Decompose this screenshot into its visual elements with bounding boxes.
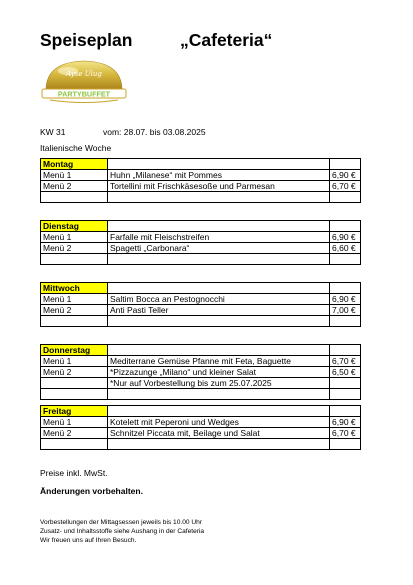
day-name: Montag: [41, 159, 108, 170]
day-name: Dienstag: [41, 221, 108, 232]
day-table-dienstag: [40, 220, 361, 265]
dish-price: 6,70 €: [330, 181, 361, 192]
menu-row: [41, 417, 361, 428]
dish-price: 6,90 €: [330, 294, 361, 305]
day-table-donnerstag: [40, 344, 361, 400]
dish-name: *Pizzazunge „Milano“ und kleiner Salat: [108, 367, 330, 378]
day-table-montag: [40, 158, 361, 203]
day-header-row: [41, 406, 361, 417]
day-header-row: [41, 159, 361, 170]
menu-label: Menü 1: [41, 356, 108, 367]
day-header-row: [41, 221, 361, 232]
menu-row: [41, 170, 361, 181]
page-title: Speiseplan: [40, 30, 133, 50]
dish-price: 7,00 €: [330, 305, 361, 316]
dish-price: 6,50 €: [330, 367, 361, 378]
dish-price: 6,70 €: [330, 356, 361, 367]
dish-price: 6,60 €: [330, 243, 361, 254]
menu-row: [41, 243, 361, 254]
logo-brand: PARTYBUFFET: [57, 89, 111, 99]
week-label: KW 31: [40, 127, 66, 137]
dish-price: 6,90 €: [330, 232, 361, 243]
day-table-freitag: [40, 405, 361, 450]
day-header-row: [41, 283, 361, 294]
dish-price: 6,90 €: [330, 170, 361, 181]
location-title: „Cafeteria“: [180, 30, 273, 50]
logo-script: Ayse Ulug: [66, 70, 102, 78]
dish-name: Kotelett mit Peperoni und Wedges: [108, 417, 330, 428]
day-header-row: [41, 345, 361, 356]
menu-row: [41, 232, 361, 243]
dish-name: Saltim Bocca an Pestognocchi: [108, 294, 330, 305]
day-name: Mittwoch: [41, 283, 108, 294]
day-table-mittwoch: [40, 282, 361, 327]
footer-line: Wir freuen uns auf Ihren Besuch.: [40, 537, 137, 544]
empty-row: [41, 389, 361, 400]
dish-name: Tortellini mit Frischkäsesoße und Parmesan: [108, 181, 330, 192]
menu-label: Menü 2: [41, 181, 108, 192]
week-theme: Italienische Woche: [40, 143, 112, 153]
footer-line: Zusatz- und Inhaltsstoffe siehe Aushang in der Cafeteria: [40, 528, 205, 535]
dish-name: Schnitzel Piccata mit, Beilage und Salat: [108, 428, 330, 439]
changes-note: Änderungen vorbehalten.: [40, 486, 143, 496]
menu-label: Menü 2: [41, 305, 108, 316]
menu-row: [41, 294, 361, 305]
day-name: Donnerstag: [41, 345, 108, 356]
dish-price: 6,70 €: [330, 428, 361, 439]
menu-row: [41, 305, 361, 316]
menu-label: Menü 2: [41, 367, 108, 378]
menu-label: Menü 1: [41, 232, 108, 243]
dish-name: Farfalle mit Fleischstreifen: [108, 232, 330, 243]
menu-label: Menü 1: [41, 294, 108, 305]
empty-row: [41, 439, 361, 450]
dish-price: 6,90 €: [330, 417, 361, 428]
menu-label: Menü 1: [41, 417, 108, 428]
prices-note: Preise inkl. MwSt.: [40, 468, 108, 478]
note-row: [41, 378, 361, 389]
menu-row: [41, 428, 361, 439]
footer-line: Vorbestellungen der Mittagsessen jeweils bis 10.00 Uhr: [40, 519, 203, 526]
week-period: vom: 28.07. bis 03.08.2025: [103, 127, 206, 137]
empty-row: [41, 192, 361, 203]
dish-name: Huhn „Milanese“ mit Pommes: [108, 170, 330, 181]
dish-name: Spagetti „Carbonara“: [108, 243, 330, 254]
dish-name: Anti Pasti Teller: [108, 305, 330, 316]
partybuffet-logo: [38, 56, 130, 104]
menu-label: Menü 2: [41, 243, 108, 254]
empty-row: [41, 316, 361, 327]
menu-label: Menü 1: [41, 170, 108, 181]
menu-label: Menü 2: [41, 428, 108, 439]
menu-row: [41, 356, 361, 367]
empty-row: [41, 254, 361, 265]
day-name: Freitag: [41, 406, 108, 417]
dish-name: Mediterrane Gemüse Pfanne mit Feta, Baguette: [108, 356, 330, 367]
menu-row: [41, 181, 361, 192]
menu-row: [41, 367, 361, 378]
preorder-note: *Nur auf Vorbestellung bis zum 25.07.2025: [108, 378, 330, 389]
